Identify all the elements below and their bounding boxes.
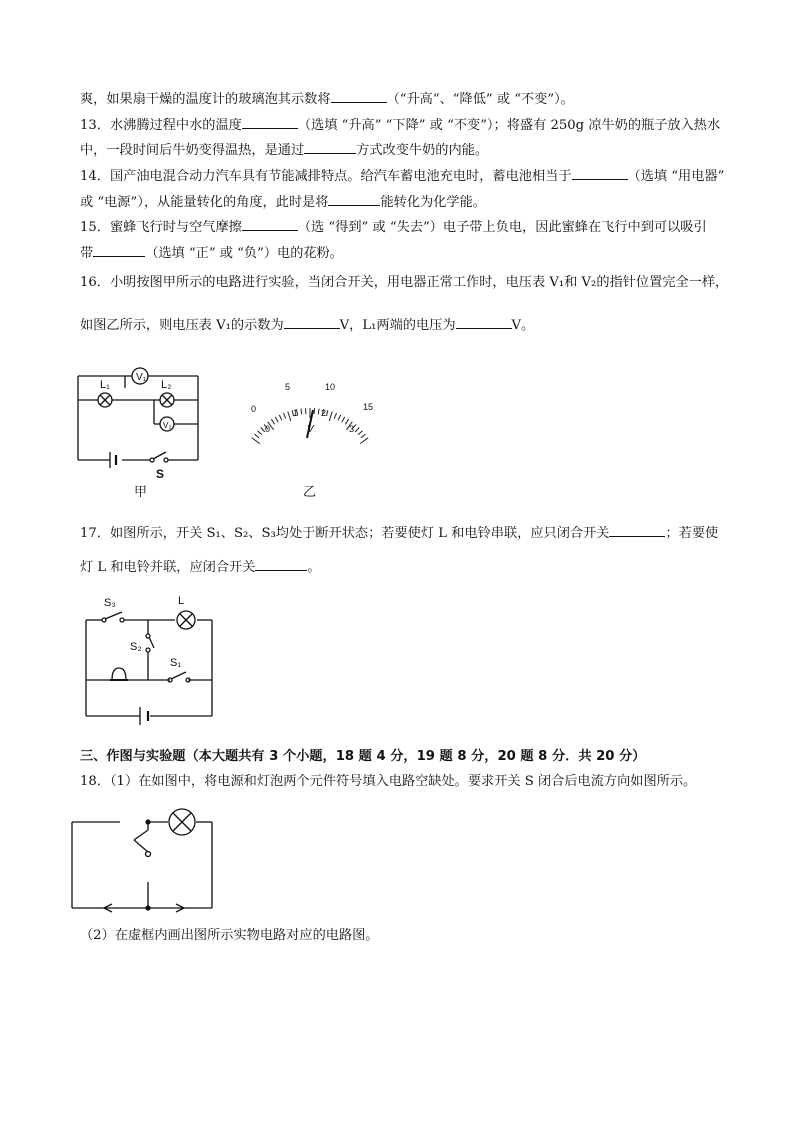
dial-tick <box>342 417 345 422</box>
q16-text-d: V。 <box>511 318 535 333</box>
q14-line1 <box>80 165 732 187</box>
q17-text-a: 17．如图所示，开关 S₁、S₂、S₃均处于断开状态；若要使灯 L 和电铃串联，应只闭合开关 <box>80 526 610 541</box>
dial-tick <box>355 428 359 432</box>
q16-text: 16．小明按图甲所示的电路进行实验，当闭合开关，用电器正常工作时，电压表 V₁和 V₂的指针位置完全一样， <box>80 275 729 290</box>
q12-options: （“升高”、“降低” 或 “不变”）。 <box>386 92 574 107</box>
q17-answer-blank-2[interactable] <box>255 556 307 571</box>
q14-text-a: 14．国产油电混合动力汽车具有节能减排特点。给汽车蓄电池充电时，蓄电池相当于 <box>80 169 572 184</box>
q16-text-a: 如图乙所示，则电压表 V₁的示数为 <box>80 318 284 333</box>
q13-line2 <box>80 139 732 161</box>
dial-tick <box>318 409 319 415</box>
q14-answer-blank-1[interactable] <box>572 165 628 180</box>
q13-text-d: 方式改变牛奶的内能。 <box>356 143 489 158</box>
section3-heading-text: 三、作图与实验题（本大题共有 3 个小题，18 题 4 分，19 题 8 分，20 题 8 分．共 20 分） <box>80 749 646 764</box>
q16-outer-tick-15: 15 <box>363 402 374 412</box>
dial-tick <box>358 431 362 435</box>
dial-tick <box>334 413 336 419</box>
q16-circuit-diagram <box>70 358 210 498</box>
dial-tick <box>329 412 332 422</box>
q18-part2 <box>80 926 732 946</box>
q16-line1 <box>80 273 732 293</box>
q17-line1 <box>80 522 732 544</box>
q16-switch-label: S <box>156 467 165 481</box>
q17-line2 <box>80 556 732 578</box>
q13-text-b: （选填 “升高” “下降” 或 “不变”）；将盛有 250g 凉牛奶的瓶子放入热水 <box>297 118 721 133</box>
q14-text-b: （选填 “用电器” <box>627 169 725 184</box>
q15-text-d: （选填 “正” 或 “负”）电的花粉。 <box>145 246 343 261</box>
dial-tick <box>361 434 366 438</box>
q16-inner-tick-0: 0 <box>265 424 271 434</box>
q17-text-d: 。 <box>307 560 321 575</box>
q16-v2-label: V₂ <box>163 421 172 430</box>
q17-circuit-diagram <box>78 590 218 730</box>
q17-lamp-label: L <box>178 595 185 607</box>
dial-tick <box>288 412 291 422</box>
q15-answer-blank-2[interactable] <box>93 242 145 257</box>
dial-tick <box>279 415 282 420</box>
q16-l2-label: L₂ <box>161 379 172 391</box>
section3-heading <box>80 747 732 767</box>
q17-s1-label: S₁ <box>170 657 182 669</box>
q13-text-a: 13．水沸腾过程中水的温度 <box>80 118 242 133</box>
dial-tick <box>258 431 262 435</box>
q16-text-b: V， <box>339 318 363 333</box>
q17-text-c: 灯 L 和电铃并联，应闭合开关 <box>80 560 256 575</box>
q16-outer-tick-10: 10 <box>325 382 336 392</box>
q16-answer-blank-1[interactable] <box>284 314 340 329</box>
q18-circuit-diagram <box>64 800 224 918</box>
dial-tick <box>275 417 278 422</box>
q17-answer-blank-1[interactable] <box>609 522 665 537</box>
q12-text: 爽，如果扇干燥的温度计的玻璃泡其示数将 <box>80 92 331 107</box>
q13-line1 <box>80 114 732 136</box>
q16-dial-unit: V <box>307 424 314 435</box>
q16-answer-blank-2[interactable] <box>456 314 512 329</box>
q14-text-c: 或 “电源”），从能量转化的角度，此时是将 <box>80 195 329 210</box>
q17-s3-label: S₃ <box>104 597 116 609</box>
q15-answer-blank-1[interactable] <box>242 216 298 231</box>
q16-caption-yi: 乙 <box>303 484 317 499</box>
q16-text-c: L₁两端的电压为 <box>362 318 456 333</box>
dial-tick <box>271 419 274 424</box>
q16-outer-tick-5: 5 <box>285 382 291 392</box>
q13-text-c: 中，一段时间后牛奶变得温热，是通过 <box>80 143 305 158</box>
q14-text-d: 能转化为化学能。 <box>380 195 486 210</box>
q17-s2-label: S₂ <box>130 641 142 653</box>
dial-tick <box>284 413 286 419</box>
q12-line <box>80 88 732 110</box>
q16-voltmeter-dial <box>225 370 375 500</box>
dial-tick <box>252 438 260 444</box>
dial-tick <box>338 415 341 420</box>
q16-inner-tick-3: 3 <box>349 424 355 434</box>
q15-text-b: （选 “得到” 或 “失去”）电子带上负电，因此蜜蜂在飞行中到可以吸引 <box>297 220 707 235</box>
q18-part1 <box>80 772 732 792</box>
q16-caption-jia: 甲 <box>134 484 148 498</box>
q13-answer-blank-1[interactable] <box>242 114 298 129</box>
q14-answer-blank-2[interactable] <box>328 191 380 206</box>
q18-part1-text: 18．（1）在如图中，将电源和灯泡两个元件符号填入电路空缺处。要求开关 S 闭合后电流方向如图所示。 <box>80 774 697 789</box>
dial-tick <box>360 438 368 444</box>
q17-text-b: ；若要使 <box>665 526 719 541</box>
q15-line1 <box>80 216 732 238</box>
q16-inner-tick-1: 1 <box>293 408 299 418</box>
q16-outer-tick-0: 0 <box>251 404 257 414</box>
q16-line2 <box>80 314 732 336</box>
q16-l1-label: L₁ <box>100 379 110 391</box>
q13-answer-blank-2[interactable] <box>304 139 356 154</box>
q14-line2 <box>80 191 732 213</box>
dial-tick <box>326 410 328 416</box>
q12-answer-blank[interactable] <box>331 88 387 103</box>
q16-inner-tick-2: 2 <box>321 408 327 418</box>
q15-line2 <box>80 242 732 264</box>
q16-v1-label: V₁ <box>136 372 147 383</box>
q15-text-a: 15．蜜蜂飞行时与空气摩擦 <box>80 220 242 235</box>
q18-part2-text: （2）在虚框内画出图所示实物电路对应的电路图。 <box>80 928 379 943</box>
q15-text-c: 带 <box>80 246 94 261</box>
dial-tick <box>301 409 302 415</box>
dial-tick <box>255 434 260 438</box>
